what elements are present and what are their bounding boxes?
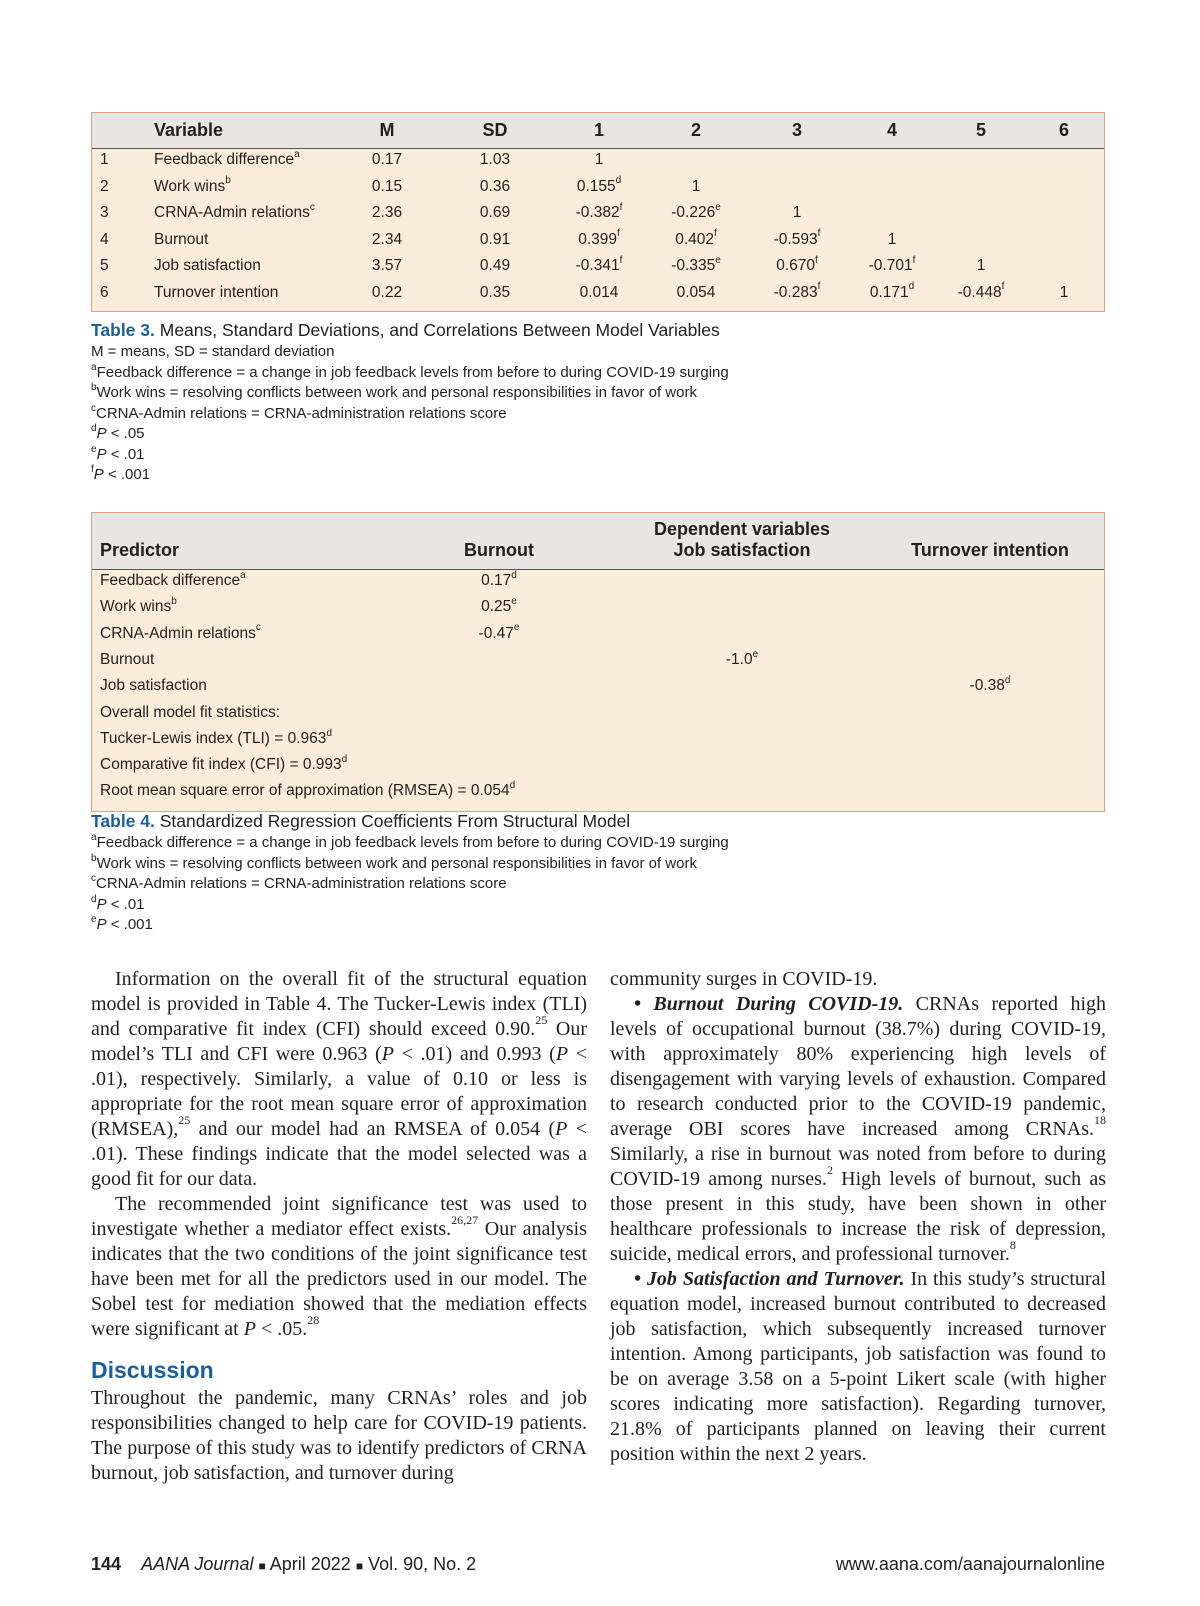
table-3-variable-value: Burnout xyxy=(154,230,209,248)
table-4-coefficient-sup: e xyxy=(511,596,517,608)
table-4-predictor-value: Root mean square error of approximation (RMSEA) = 0.054 xyxy=(100,782,510,800)
table-4-predictor-sup: a xyxy=(240,569,246,581)
table-4-predictor-sup: b xyxy=(171,596,177,608)
table-4-predictor-sup: d xyxy=(509,780,516,792)
table-4-predictor xyxy=(100,727,332,748)
table-3-correlation-sup: e xyxy=(715,201,721,213)
footnote-text: CRNA-Admin relations = CRNA-administration relations score xyxy=(96,404,507,422)
table-4-coefficient-sup: d xyxy=(511,569,517,581)
table-3-correlation xyxy=(888,231,897,249)
table-4-header-predictor: Predictor xyxy=(100,540,180,560)
footnote-marker: a xyxy=(91,832,97,843)
table-3-row-number: 6 xyxy=(100,283,109,301)
table-3-correlation-value: 1 xyxy=(1059,283,1069,301)
table-4-predictor xyxy=(100,782,515,800)
table-4-predictor xyxy=(100,622,261,643)
table-3-correlation xyxy=(793,204,802,222)
table-4-predictor-sup: d xyxy=(326,727,332,739)
table-4 xyxy=(91,512,1105,812)
table-3-header-6: 6 xyxy=(1058,120,1070,140)
table-3-mean: 0.17 xyxy=(371,151,403,168)
table-3-variable-value: CRNA-Admin relations xyxy=(154,204,310,221)
table-3-header-3: 3 xyxy=(791,120,803,140)
footnote xyxy=(91,443,145,463)
paragraph-mediation: The recommended joint significance test was used to investigate whether a mediator effect exists.$^{26,27}$ Our analysis indicates that the two conditions of the joint significance test have been met for all the predictors used in our model. The Sobel test for mediation showed that the mediation effects were significant at P < .05.28 xyxy=(91,1193,587,1340)
table-3-correlation xyxy=(677,284,716,302)
footnote xyxy=(91,875,507,892)
table-3-variable-value: Feedback difference xyxy=(154,151,295,168)
table-3-correlation-value: 0.155 xyxy=(576,177,616,195)
table-4-header-turnover-intention: Turnover intention xyxy=(911,540,1069,560)
table-3-correlation-sup: f xyxy=(817,281,821,293)
table-4-header xyxy=(92,513,1104,570)
section-heading-discussion: Discussion xyxy=(91,1357,214,1383)
table-3-caption-label: Table 3. xyxy=(91,320,155,340)
table-3-mean: 2.36 xyxy=(371,204,403,221)
table-3-correlation xyxy=(977,257,986,275)
table-3-correlation-sup: d xyxy=(615,175,622,187)
footnote-marker: b xyxy=(91,382,97,393)
table-4-predictor-value: Tucker-Lewis index (TLI) = 0.963 xyxy=(100,729,327,747)
table-4-coefficient xyxy=(970,677,1011,695)
footnote-text: Work wins = resolving conflicts between work and personal responsibilities in favor of work xyxy=(96,854,697,872)
table-4-predictor xyxy=(100,704,280,722)
volume: Vol. 90, No. 2 xyxy=(368,1554,477,1574)
table-3-correlation xyxy=(869,281,915,302)
table-4-predictor xyxy=(100,753,348,774)
footnote-p-symbol: P xyxy=(96,895,107,913)
footnote xyxy=(91,361,729,381)
table-3-sd: 0.91 xyxy=(479,230,511,248)
table-3-correlation-sup: f xyxy=(617,228,620,240)
table-4-coefficient-value: -0.38 xyxy=(969,677,1005,695)
footnote-p-symbol: P xyxy=(96,916,107,933)
table-3-correlation-sup: f xyxy=(815,254,818,266)
table-3-variable-value: Work wins xyxy=(154,177,226,195)
footnote xyxy=(91,402,507,422)
table-3-caption xyxy=(91,320,720,341)
table-4-predictor-value: Comparative fit index (CFI) = 0.993 xyxy=(100,756,342,774)
footnote-threshold: < .001 xyxy=(103,466,151,483)
paragraph-discussion: Throughout the pandemic, many CRNAs’ roles and job responsibilities changed to help care for COVID-19 patients. The purpose of this study was to identify predictors of CRNA burnout, job satisfaction, and turnover during xyxy=(91,1387,587,1484)
footnote-text: M = means, SD = standard deviation xyxy=(91,343,335,360)
table-3-correlation-sup: f xyxy=(714,228,717,240)
table-4-predictor xyxy=(100,598,177,616)
table-3-sd: 0.49 xyxy=(479,257,511,274)
footnote xyxy=(91,425,145,442)
table-3-correlation-value: -0.448 xyxy=(957,283,1002,301)
table-3-correlation xyxy=(773,228,821,249)
table-4-caption xyxy=(91,811,630,832)
footnote-marker: f xyxy=(91,464,94,475)
footnote-threshold: < .05 xyxy=(106,425,145,442)
paragraph-community-surges: community surges in COVID-19. xyxy=(610,968,878,990)
table-3-correlation xyxy=(957,281,1005,302)
table-4-coefficient xyxy=(481,598,517,616)
table-3-variable-sup: b xyxy=(225,175,231,187)
table-3-correlation xyxy=(576,175,622,196)
table-3-correlation-value: -0.593 xyxy=(773,230,818,248)
table-3-correlation-value: -0.226 xyxy=(671,204,716,221)
footnote xyxy=(91,466,150,483)
table-3-correlation-value: 1 xyxy=(594,151,604,168)
table-3-correlation-value: 0.171 xyxy=(869,283,909,301)
footnote xyxy=(91,893,145,913)
footer-separator: ■ xyxy=(258,1559,266,1573)
footnote xyxy=(91,384,697,401)
footnote xyxy=(91,343,334,360)
footnote-threshold: < .01 xyxy=(106,895,145,913)
table-3-mean: 0.15 xyxy=(371,177,403,195)
table-3-correlation xyxy=(575,201,623,222)
footnote-marker: c xyxy=(91,873,96,884)
footnote-text: Feedback difference = a change in job feedback levels from before to during COVID-19 surging xyxy=(96,834,729,851)
page-footer xyxy=(91,1554,476,1575)
table-3-sd: 0.35 xyxy=(479,283,511,301)
table-3-variable xyxy=(154,201,315,222)
table-4-coefficient xyxy=(478,622,520,643)
table-4-coefficient-value: 0.17 xyxy=(481,572,512,589)
table-4-coefficient-sup: e xyxy=(513,622,520,634)
paragraph-model-fit: Information on the overall fit of the structural equation model is provided in Table 4. The Tucker-Lewis index (TLI) and comparative fit index (CFI) should exceed 0.90.25 Our model’s TLI and CFI were 0.963 (P < .01) and 0.993 (P < .01), respectively. Similarly, a value of 0.10 or less is appropriate for the root mean square error of approximation (RMSEA),$^{25}$ and our model had an RMSEA of 0.054 (P < .01). These findings indicate that the model selected was a good fit for our data. xyxy=(91,968,588,1190)
table-3-correlation xyxy=(776,254,818,275)
table-3-correlation-value: -0.341 xyxy=(575,257,620,274)
page-number: 144 xyxy=(91,1554,122,1574)
table-4-predictor-sup: d xyxy=(341,753,348,765)
footnote-text: Work wins = resolving conflicts between work and personal responsibilities in favor of work xyxy=(96,384,697,401)
table-3-variable-sup: c xyxy=(309,201,315,213)
table-3-variable xyxy=(154,231,208,249)
table-3-header-sd: SD xyxy=(482,120,508,140)
table-3-correlation-value: -0.283 xyxy=(773,283,818,301)
table-3-mean: 2.34 xyxy=(371,230,403,248)
footnote-p-symbol: P xyxy=(93,466,104,483)
table-3-caption-text: Means, Standard Deviations, and Correlations Between Model Variables xyxy=(159,320,720,340)
footnote xyxy=(91,834,729,851)
table-4-header-job-satisfaction: Job satisfaction xyxy=(673,540,811,560)
footnote-marker: b xyxy=(91,852,97,864)
table-3-variable xyxy=(154,284,278,302)
left-column xyxy=(91,967,587,1486)
table-4-header-group: Dependent variables xyxy=(653,519,831,539)
table-3-correlation-value: -0.701 xyxy=(868,257,913,274)
table-4-predictor-value: Burnout xyxy=(100,650,155,668)
table-3-header-variable: Variable xyxy=(154,120,224,140)
table-3-correlation-sup: f xyxy=(619,254,623,266)
footnote-marker: e xyxy=(91,914,97,925)
footnote-p-symbol: P xyxy=(96,425,107,442)
table-3-correlation-value: 0.054 xyxy=(676,283,716,301)
table-3-row-number: 4 xyxy=(100,230,109,248)
table-3-variable-sup: a xyxy=(294,148,300,160)
table-3-row-number: 2 xyxy=(100,177,109,195)
table-4-coefficient-sup: e xyxy=(752,648,759,660)
footnote xyxy=(91,852,697,872)
footnote-marker: e xyxy=(91,443,97,455)
footnote-threshold: < .001 xyxy=(106,916,153,933)
table-4-coefficient xyxy=(481,569,517,590)
table-3-correlation-sup: f xyxy=(619,201,623,213)
table-3-variable-value: Job satisfaction xyxy=(154,257,261,274)
table-4-coefficient-value: -0.47 xyxy=(478,624,514,642)
table-3-row-number: 5 xyxy=(100,257,109,274)
table-4-predictor-value: Feedback difference xyxy=(100,572,241,589)
table-3-header-m: M xyxy=(379,120,395,140)
table-3-correlation-value: -0.382 xyxy=(575,204,620,221)
table-3-correlation-value: 1 xyxy=(976,257,986,274)
footnote-marker: a xyxy=(91,361,97,373)
table-3-correlation xyxy=(671,254,721,275)
table-4-predictor xyxy=(100,651,154,669)
table-4-coefficient-value: 0.25 xyxy=(481,598,512,616)
journal-url: www.aana.com/aanajournalonline xyxy=(835,1554,1105,1574)
table-3-correlation-value: 0.399 xyxy=(578,230,618,248)
table-3-header-4: 4 xyxy=(886,120,898,140)
table-4-predictor-value: Overall model fit statistics: xyxy=(100,703,281,721)
table-3-correlation xyxy=(671,201,721,222)
table-3-sd: 0.69 xyxy=(479,204,511,221)
footnote-marker: d xyxy=(91,893,97,905)
footnote-text: Feedback difference = a change in job feedback levels from before to during COVID-19 surging xyxy=(96,363,729,381)
table-3-mean: 0.22 xyxy=(371,283,403,301)
table-3-mean: 3.57 xyxy=(371,257,403,274)
table-4-caption-text: Standardized Regression Coefficients From Structural Model xyxy=(159,811,631,831)
table-3-correlation-sup: f xyxy=(817,228,821,240)
table-4-coefficient-value: -1.0 xyxy=(725,650,753,668)
table-3-correlation xyxy=(773,281,821,302)
bullet-burnout-during-covid: • Burnout During COVID-19. CRNAs reported high levels of occupational burnout (38.7%) during COVID-19, with approximately 80% experiencing high levels of disengagement with varying levels of exhaustion. Compared to research conducted prior to the COVID-19 pandemic, average OBI scores have increased among CRNAs.$^{18}$ Similarly, a rise in burnout was noted from before to during COVID-19 among nurses.$^2$ High levels of burnout, such as those present in this study, have been shown in other healthcare professionals to increase the risk of depression, suicide, medical errors, and professional turnover.$^8$ xyxy=(610,993,1106,1265)
table-4-predictor-value: Work wins xyxy=(100,598,172,616)
table-3-sd: 0.36 xyxy=(479,177,511,195)
footnote-marker: c xyxy=(91,402,96,414)
table-3-correlation xyxy=(580,284,619,302)
table-3-header-5: 5 xyxy=(975,120,987,140)
footnote xyxy=(91,916,153,933)
footnote-text: CRNA-Admin relations = CRNA-administration relations score xyxy=(96,875,507,892)
bullet-job-satisfaction-turnover: • Job Satisfaction and Turnover. In this study’s structural equation model, increased burnout contributed to decreased job satisfaction, which subsequently increased turnover intention. Among participants, job satisfaction was found to be on average 3.58 on a 5-point Likert scale (with higher scores indicating more satisfaction). Regarding turnover, 21.8% of participants planned on leaving their current position within the next 2 years. xyxy=(610,1268,1106,1465)
table-4-coefficient-sup: d xyxy=(1004,675,1011,687)
table-3-row-number: 1 xyxy=(100,151,109,168)
table-3-correlation xyxy=(675,228,717,249)
table-3 xyxy=(91,112,1105,312)
table-3-correlation-value: 1 xyxy=(792,204,802,221)
table-3-sd: 1.03 xyxy=(479,151,511,168)
footnote-threshold: < .01 xyxy=(106,445,145,463)
table-3-variable xyxy=(154,257,261,275)
table-3-correlation-value: 0.670 xyxy=(776,257,816,274)
table-3-correlation xyxy=(575,254,623,275)
table-3-variable-value: Turnover intention xyxy=(154,283,279,301)
table-4-coefficient xyxy=(725,648,759,669)
table-3-header xyxy=(92,113,1104,149)
table-3-correlation-value: 0.402 xyxy=(675,230,715,248)
table-3-correlation-sup: d xyxy=(908,281,915,293)
table-3-header-2: 2 xyxy=(690,120,702,140)
table-4-predictor xyxy=(100,677,207,695)
table-3-row-number: 3 xyxy=(100,204,109,221)
table-3-header-1: 1 xyxy=(593,120,605,140)
table-4-predictor-value: Job satisfaction xyxy=(100,677,207,695)
table-3-correlation-sup: f xyxy=(1001,281,1005,293)
table-4-caption-label: Table 4. xyxy=(91,811,155,831)
table-4-header-burnout: Burnout xyxy=(464,540,534,560)
table-3-correlation-value: 1 xyxy=(887,230,897,248)
footnote-p-symbol: P xyxy=(96,445,107,463)
table-3-correlation xyxy=(595,151,604,169)
table-3-variable xyxy=(154,148,300,169)
table-3-correlation-value: 1 xyxy=(691,177,701,195)
footer-separator: ■ xyxy=(355,1559,364,1573)
table-3-correlation xyxy=(578,228,620,249)
footnote-marker: d xyxy=(91,423,97,434)
table-3-correlation xyxy=(692,178,701,196)
table-3-variable xyxy=(154,175,231,196)
table-4-predictor-sup: c xyxy=(255,622,261,634)
table-4-predictor xyxy=(100,569,246,590)
table-3-correlation-sup: e xyxy=(715,254,721,266)
right-column xyxy=(610,967,1106,1467)
issue-date: April 2022 xyxy=(269,1554,351,1574)
table-4-predictor-value: CRNA-Admin relations xyxy=(100,624,256,642)
table-3-correlation xyxy=(1060,284,1069,302)
table-3-correlation-value: -0.335 xyxy=(671,257,716,274)
table-3-correlation-sup: f xyxy=(912,254,916,266)
table-3-correlation-value: 0.014 xyxy=(579,283,619,301)
journal-name: AANA Journal xyxy=(141,1554,254,1574)
table-3-correlation xyxy=(868,254,916,275)
